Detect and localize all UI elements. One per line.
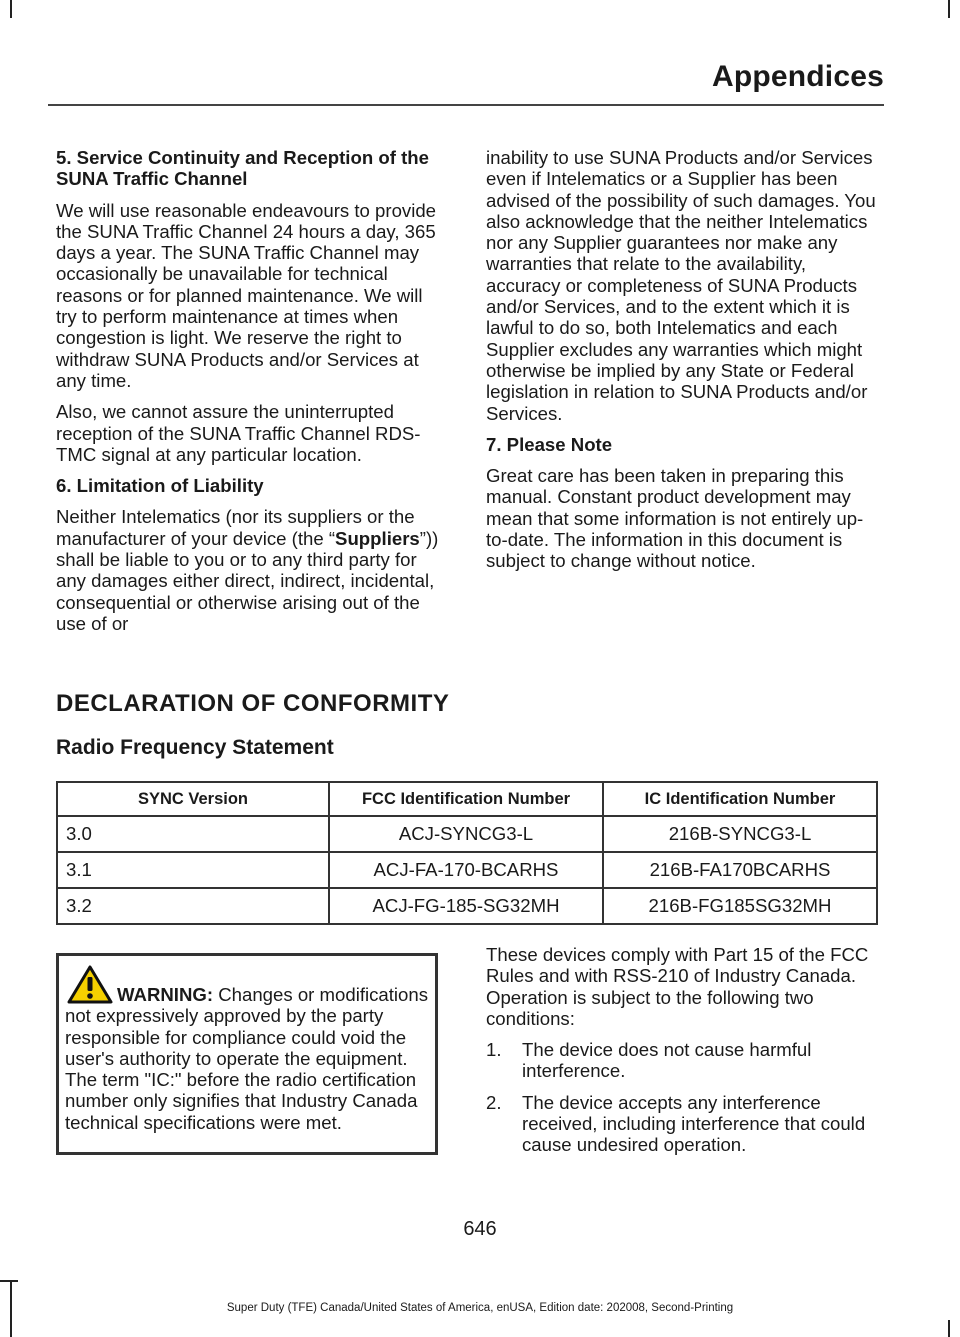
table-cell: ACJ-SYNCG3-L (329, 816, 603, 852)
compliance-intro: These devices comply with Part 15 of the FCC Rules and with RSS-210 of Industry Canada. Operation is subject to the following two conditions: (486, 944, 869, 1029)
radio-frequency-heading: Radio Frequency Statement (56, 736, 334, 759)
section-6-text-post: ”)) shall be liable to you or to any third party for any damages either direct, indirect, incidental, consequential or otherwise arising out of the use of or (56, 527, 439, 634)
table-cell: 3.1 (57, 852, 329, 888)
crop-mark (948, 0, 950, 18)
crop-mark (0, 1280, 18, 1282)
section-6-paragraph (56, 506, 448, 634)
table-cell: 3.2 (57, 888, 329, 924)
table-row (57, 816, 877, 852)
warning-box (56, 953, 438, 1155)
crop-mark (948, 1320, 950, 1337)
section-6-heading: 6. Limitation of Liability (56, 475, 264, 497)
list-item (486, 1092, 880, 1156)
table-cell: 3.0 (57, 816, 329, 852)
section-6-continued: inability to use SUNA Products and/or Services even if Intelematics or a Supplier has been advised of the possibility of such damages. You also acknowledge that the neither Intelematics nor any Supplier guarantees nor make any warranties that relate to the availability, accuracy or completeness of SUNA Products and/or Services, and to the extent which it is lawful to do so, both Intelematics and each Supplier excludes any warranties which might otherwise be implied by any State or Federal legislation in relation to SUNA Products and/or Services. (486, 147, 876, 424)
list-number: 2. (486, 1091, 502, 1113)
section-5-paragraph-2: Also, we cannot assure the uninterrupted reception of the SUNA Traffic Channel RDS-TMC signal at any particular location. (56, 401, 421, 465)
table-cell: 216B-FG185SG32MH (603, 888, 877, 924)
list-item-text: The device does not cause harmful interference. (522, 1039, 812, 1082)
footer-text: Super Duty (TFE) Canada/United States of America, enUSA, Edition date: 202008, Second-Printing (226, 1302, 734, 1314)
table-row (57, 852, 877, 888)
table-cell: ACJ-FA-170-BCARHS (329, 852, 603, 888)
list-number: 1. (486, 1039, 502, 1061)
identification-table (56, 781, 878, 925)
column-header: FCC Identification Number (329, 782, 603, 816)
conditions-list (486, 1039, 880, 1155)
list-item-text: The device accepts any interference received, including interference that could cause undesired operation. (522, 1091, 866, 1156)
table-row (57, 888, 877, 924)
right-column (486, 147, 880, 582)
left-column (56, 147, 448, 644)
table-header-row (57, 782, 877, 816)
suppliers-term: Suppliers (335, 527, 420, 549)
section-7-paragraph: Great care has been taken in preparing this manual. Constant product development may mean that some information is not entirely up-to-date. The information in this document is subject to change without notice. (486, 465, 864, 572)
column-header: IC Identification Number (603, 782, 877, 816)
list-item (486, 1039, 880, 1082)
table-cell: 216B-FA170BCARHS (603, 852, 877, 888)
warning-body: Changes or modifications not expressively approved by the party responsible for compliance could void the user's authority to operate the equipment. The term "IC:" before the radio certification number only signifies that Industry Canada technical specifications were met. (65, 984, 429, 1133)
column-header: SYNC Version (57, 782, 329, 816)
table-cell: ACJ-FG-185-SG32MH (329, 888, 603, 924)
section-5-heading: 5. Service Continuity and Reception of the SUNA Traffic Channel (56, 147, 429, 190)
declaration-title: DECLARATION OF CONFORMITY (56, 690, 450, 717)
warning-text (65, 984, 431, 1133)
crop-mark (10, 0, 12, 18)
section-7-heading: 7. Please Note (486, 433, 613, 455)
page-number: 646 (463, 1218, 497, 1240)
warning-label: WARNING: (117, 984, 214, 1005)
section-6-text-pre: Neither Intelematics (nor its suppliers or the manufacturer of your device (the “ (56, 506, 415, 549)
table-cell: 216B-SYNCG3-L (603, 816, 877, 852)
section-5-paragraph: We will use reasonable endeavours to provide the SUNA Traffic Channel 24 hours a day, 365 days a year. The SUNA Traffic Channel may occasionally be unavailable for technical reasons or for planned maintenance. We will try to perform maintenance at times when congestion is light. We reserve the right to withdraw SUNA Products and/or Services at any time. (56, 199, 437, 391)
page-title: Appendices (711, 60, 884, 93)
header-divider (48, 104, 884, 106)
compliance-section (486, 944, 880, 1166)
